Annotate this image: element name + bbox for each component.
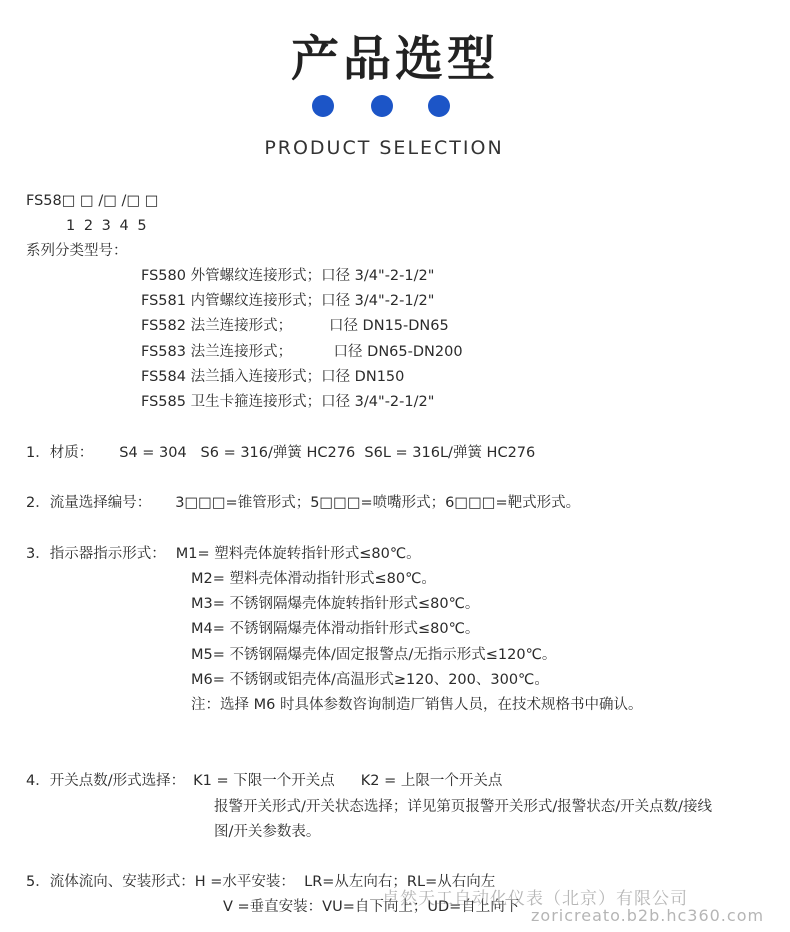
indicator-item: M1= 塑料壳体旋转指针形式≤80℃。 [175, 546, 421, 562]
material-label: 1．材质： [26, 445, 94, 461]
switch-section [26, 771, 502, 791]
dot-icon [312, 95, 334, 117]
indicator-section [26, 544, 421, 564]
series-item: FS580 外管螺纹连接形式；口径 3/4"-2-1/2" [141, 268, 435, 284]
indicator-item: M2= 塑料壳体滑动指针形式≤80℃。 [191, 571, 436, 587]
indicator-item: M3= 不锈钢隔爆壳体旋转指针形式≤80℃。 [191, 596, 480, 612]
model-positions: 1 2 3 4 5 [66, 218, 149, 234]
switch-detail: 报警开关形式/开关状态选择；详见第页报警开关形式/报警状态/开关点数/接线 [214, 799, 713, 815]
series-label: 系列分类型号： [26, 243, 128, 259]
indicator-note: 注：选择 M6 时具体参数咨询制造厂销售人员，在技术规格书中确认。 [191, 697, 643, 713]
indicator-item: M4= 不锈钢隔爆壳体滑动指针形式≤80℃。 [191, 621, 480, 637]
switch-k1: K1 = 下限一个开关点 [193, 773, 335, 789]
material-section [26, 443, 535, 463]
series-item: FS585 卫生卡箍连接形式；口径 3/4"-2-1/2" [141, 394, 435, 410]
install-horizontal: H =水平安装： LR=从左向右；RL=从右向左 [194, 874, 496, 890]
dot-icon [371, 95, 393, 117]
install-label: 5．流体流向、安装形式： [26, 874, 195, 890]
series-item: FS584 法兰插入连接形式；口径 DN150 [141, 369, 405, 385]
flow-section [26, 493, 580, 513]
flow-value: 3□□□=锥管形式；5□□□=喷嘴形式；6□□□=靶式形式。 [175, 495, 581, 511]
page-subtitle: PRODUCT SELECTION [264, 137, 504, 159]
decorative-dots [312, 95, 452, 117]
switch-label: 4．开关点数/形式选择： [26, 773, 186, 789]
material-value: S4 = 304 S6 = 316/弹簧 HC276 S6L = 316L/弹簧 HC276 [119, 445, 536, 461]
indicator-label: 3．指示器指示形式： [26, 546, 166, 562]
model-code: FS58□ □ /□ /□ □ [26, 193, 159, 209]
switch-k2: K2 = 上限一个开关点 [360, 773, 503, 789]
page-title: 产品选型 [290, 31, 499, 87]
indicator-item: M6= 不锈钢或铝壳体/高温形式≥120、200、300℃。 [191, 672, 549, 688]
switch-detail: 图/开关参数表。 [214, 824, 321, 840]
series-item: FS582 法兰连接形式； 口径 DN15-DN65 [141, 318, 449, 334]
flow-label: 2．流量选择编号： [26, 495, 152, 511]
watermark-domain: zoricreato.b2b.hc360.com [531, 906, 765, 925]
dot-icon [428, 95, 450, 117]
watermark-company: 卓然天工自动化仪表（北京）有限公司 [382, 889, 688, 909]
indicator-item: M5= 不锈钢隔爆壳体/固定报警点/无指示形式≤120℃。 [191, 647, 557, 663]
series-item: FS581 内管螺纹连接形式；口径 3/4"-2-1/2" [141, 293, 435, 309]
install-vertical: V =垂直安装：VU=自下向上；UD=自上向下 [223, 899, 520, 915]
series-item: FS583 法兰连接形式； 口径 DN65-DN200 [141, 344, 463, 360]
